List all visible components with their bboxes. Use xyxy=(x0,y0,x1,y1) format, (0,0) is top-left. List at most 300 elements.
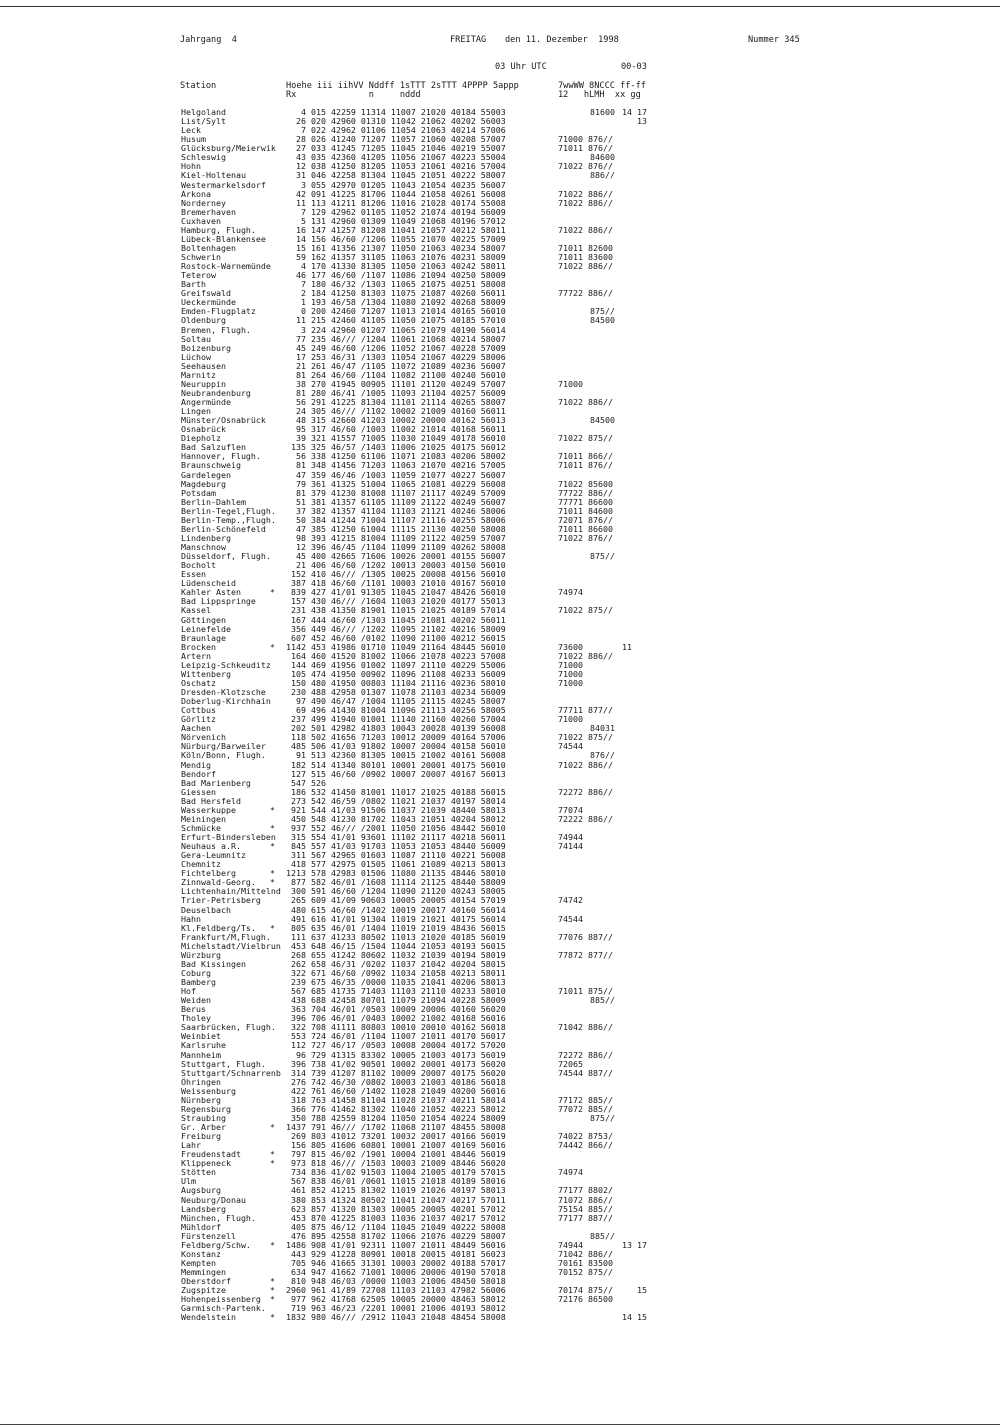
observation-code: 42 091 41225 81706 11044 21058 40261 56008 xyxy=(286,188,506,199)
observation-code: 3 224 42960 01207 11065 21079 40190 56014 xyxy=(286,324,506,335)
station-name: Mühldorf xyxy=(181,1221,221,1232)
station-name: Soltau xyxy=(181,333,211,344)
weather-group: 71022 886// xyxy=(558,224,613,235)
observation-code: 237 499 41940 01001 11140 21160 40260 57004 xyxy=(286,714,506,725)
weather-group: 71022 886// xyxy=(558,650,613,661)
station-name: Lübeck-Blankensee xyxy=(181,233,266,244)
observation-code: 127 515 46/60 /0902 10007 20007 40167 56013 xyxy=(286,768,506,779)
station-name: Augsburg xyxy=(181,1185,221,1196)
station-name: Berlin-Dahlem xyxy=(181,496,246,507)
observation-code: 56 291 41225 81304 11101 21114 40265 58007 xyxy=(286,397,506,407)
observation-code: 623 857 41320 81303 10005 20005 40201 57012 xyxy=(286,1203,506,1214)
weather-group: 74544 887// xyxy=(558,1067,613,1078)
station-name: Mannheim xyxy=(181,1049,221,1060)
weather-group: 71011 84600 xyxy=(558,505,613,516)
observation-code: 231 438 41350 81901 11015 21025 40189 57014 xyxy=(286,605,506,616)
weather-group: 71072 886// xyxy=(558,1194,613,1205)
observation-code: 1832 980 46/// /2912 11043 21048 48454 58008 xyxy=(286,1312,506,1323)
volume-label: Jahrgang 4 xyxy=(180,35,237,45)
observation-code: 0 200 42460 71207 11013 21014 40165 56010 xyxy=(286,306,506,317)
cloud-group: 875// xyxy=(590,306,615,317)
station-name: Westermarkelsdorf xyxy=(181,179,266,190)
mountain-marker: * xyxy=(270,804,275,815)
observation-code: 315 554 41/01 93601 11102 21117 40218 56011 xyxy=(286,832,506,842)
observation-code: 453 648 46/15 /1504 11044 21053 40193 56015 xyxy=(286,940,506,951)
observation-code: 7 022 42962 01106 11054 21063 40214 57006 xyxy=(286,125,506,136)
observation-code: 356 449 46/// /1202 11095 21102 40216 58009 xyxy=(286,623,506,634)
observation-code: 202 501 42982 41803 10043 20028 40139 56008 xyxy=(286,723,506,734)
observation-code: 937 552 46/// /2001 11050 21056 48442 56010 xyxy=(286,822,506,833)
observation-code: 31 046 42258 81304 11045 21051 40222 58007 xyxy=(286,170,506,181)
cloud-group: 84031 xyxy=(590,723,615,734)
weather-group: 71022 886// xyxy=(558,197,613,208)
station-name: Saarbrücken, Flugh. xyxy=(181,1022,276,1033)
observation-code: 2960 961 41/89 72708 11103 21103 47982 56006 xyxy=(286,1285,506,1296)
station-name: Potsdam xyxy=(181,487,216,498)
wind-gust: 14 17 xyxy=(622,107,647,117)
station-name: Wendelstein xyxy=(181,1312,236,1323)
observation-code: 1 193 46/58 /1304 11080 21092 40268 58009 xyxy=(286,297,506,308)
observation-code: 418 577 42975 01505 11061 21089 40213 58013 xyxy=(286,859,506,870)
station-name: Coburg xyxy=(181,967,211,978)
station-name: Doberlug-Kirchhain xyxy=(181,696,271,707)
weather-group: 71022 875// xyxy=(558,732,613,743)
station-name: Rostock-Warnemünde xyxy=(181,261,271,272)
station-name: Berlin-Temp.,Flugh. xyxy=(181,514,276,525)
observation-code: 48 315 42660 41203 10002 20000 40162 56013 xyxy=(286,415,506,426)
observation-code: 17 253 46/31 /1303 11054 21067 40229 58006 xyxy=(286,351,506,362)
station-name: Brocken xyxy=(181,641,216,652)
weather-group: 71022 876// xyxy=(558,532,613,543)
observation-code: 363 704 46/01 /0503 10009 20006 40160 56020 xyxy=(286,1004,506,1015)
weather-group: 71011 876// xyxy=(558,460,613,471)
station-name: Hohenpeissenberg xyxy=(181,1294,261,1305)
station-name: Neubrandenburg xyxy=(181,387,251,398)
weather-group: 72065 xyxy=(558,1058,583,1069)
weather-group: 74974 xyxy=(558,1167,583,1178)
station-name: Marnitz xyxy=(181,369,216,380)
observation-code: 553 724 46/01 /1104 11007 21011 40170 56017 xyxy=(286,1031,506,1042)
observation-code: 450 548 41230 81702 11043 21051 40204 58012 xyxy=(286,813,506,824)
observation-code: 47 385 41250 61004 11115 21130 40250 58008 xyxy=(286,523,506,534)
observation-code: 51 381 41357 61105 11109 21122 40249 56007 xyxy=(286,496,506,507)
observation-code: 157 430 46/// /1604 11003 21020 40177 55013 xyxy=(286,596,506,607)
station-name: Garmisch-Partenk. xyxy=(181,1303,266,1314)
observation-code: 480 615 46/60 /1402 10019 20017 40160 56014 xyxy=(286,904,506,915)
station-name: Schmücke xyxy=(181,822,221,833)
station-name: Bad Hersfeld xyxy=(181,795,241,806)
weather-group: 74544 xyxy=(558,741,583,752)
weather-group: 72272 886// xyxy=(558,786,613,797)
station-name: Stuttgart, Flugh. xyxy=(181,1058,266,1069)
observation-code: 81 264 46/60 /1104 11082 21100 40240 56010 xyxy=(286,369,506,380)
station-name: Leinefelde xyxy=(181,623,231,634)
cloud-group: 81600 xyxy=(590,107,615,117)
weather-group: 71042 886// xyxy=(558,1248,613,1259)
mountain-marker: * xyxy=(270,641,275,652)
weather-group: 71011 83600 xyxy=(558,252,613,262)
station-table xyxy=(0,108,1000,1322)
station-name: Magdeburg xyxy=(181,478,226,489)
cloud-group: 886// xyxy=(590,170,615,181)
station-name: Nörvenich xyxy=(181,732,226,743)
cloud-group: 875// xyxy=(590,551,615,562)
weather-group: 71000 xyxy=(558,378,583,389)
mountain-marker: * xyxy=(270,822,275,833)
observation-code: 105 474 41950 00902 11096 21108 40233 56009 xyxy=(286,668,506,679)
date-label: den 11. Dezember 1998 xyxy=(505,35,619,45)
weather-group: 71022 886// xyxy=(558,261,613,272)
observation-code: 350 788 42559 81204 11050 21054 40224 58009 xyxy=(286,1112,506,1123)
observation-code: 47 359 46/46 /1003 11059 21077 40227 56007 xyxy=(286,469,506,480)
station-name: Bamberg xyxy=(181,977,216,987)
weather-group: 75154 885// xyxy=(558,1203,613,1214)
weather-group: 71000 876// xyxy=(558,134,613,145)
observation-code: 634 947 41662 71001 10006 20006 40190 57018 xyxy=(286,1267,506,1277)
observation-code: 607 452 46/60 /0102 11090 21100 40212 56015 xyxy=(286,632,506,643)
station-name: Bocholt xyxy=(181,560,216,571)
observation-code: 239 675 46/35 /0000 11035 21041 40206 58013 xyxy=(286,977,506,987)
observation-code: 405 875 46/12 /1104 11045 21049 40222 58008 xyxy=(286,1221,506,1232)
observation-code: 1142 453 41986 01710 11049 21164 48445 56010 xyxy=(286,641,506,652)
station-name: Mendig xyxy=(181,759,211,770)
cloud-group: 876// xyxy=(590,750,615,761)
observation-code: 3 055 42970 01205 11043 21054 40235 56007 xyxy=(286,179,506,190)
station-name: Chemnitz xyxy=(181,859,221,870)
observation-code: 11 113 41211 81206 11016 21028 40174 55008 xyxy=(286,197,506,208)
weather-group: 71022 875// xyxy=(558,605,613,616)
station-name: Kl.Feldberg/Ts. xyxy=(181,922,256,933)
weather-group: 77872 877// xyxy=(558,949,613,960)
weather-group: 72071 876// xyxy=(558,514,613,525)
mountain-marker: * xyxy=(270,1294,275,1305)
mountain-marker: * xyxy=(270,1285,275,1296)
weather-group: 72222 886// xyxy=(558,813,613,824)
weather-group: 71011 866// xyxy=(558,451,613,462)
weather-group: 71011 82600 xyxy=(558,242,613,253)
mountain-marker: * xyxy=(270,587,275,598)
observation-code: 95 317 46/60 /1003 11002 21014 40168 56011 xyxy=(286,424,506,435)
observation-code: 50 384 41244 71004 11107 21116 40255 58006 xyxy=(286,514,506,525)
weather-group: 71011 875// xyxy=(558,986,613,997)
station-name: Bad Salzuflen xyxy=(181,442,246,453)
weather-group: 73600 xyxy=(558,641,583,652)
observation-code: 164 460 41520 81002 11066 21078 40223 57008 xyxy=(286,650,506,661)
observation-code: 39 321 41557 71005 11030 21049 40178 56010 xyxy=(286,433,506,444)
observation-code: 734 836 41/02 91503 11004 21005 40179 57015 xyxy=(286,1167,506,1178)
weather-group: 71011 86600 xyxy=(558,523,613,534)
day-label: FREITAG xyxy=(450,35,487,45)
weather-group: 74544 xyxy=(558,913,583,924)
observation-code: 135 325 46/57 /1403 11006 21025 40175 56012 xyxy=(286,442,506,453)
observation-code: 56 338 41250 61106 11071 21083 40206 58002 xyxy=(286,451,506,462)
station-name: Landsberg xyxy=(181,1203,226,1214)
observation-code: 311 567 42965 01603 11087 21110 40221 56008 xyxy=(286,850,506,861)
observation-code: 12 038 41250 81205 11053 21061 40216 57004 xyxy=(286,161,506,172)
station-name: Husum xyxy=(181,134,206,145)
observation-code: 300 591 46/60 /1204 11090 21120 40243 58005 xyxy=(286,886,506,897)
observation-code: 81 348 41456 71203 11063 21070 40216 57005 xyxy=(286,460,506,471)
station-name: Münster/Osnabrück xyxy=(181,415,266,426)
station-name: Aachen xyxy=(181,723,211,734)
code-column-subheader: Rx n nddd xyxy=(286,90,421,100)
station-name: Öhringen xyxy=(181,1076,221,1087)
observation-code: 387 418 46/60 /1101 10003 21010 40167 56010 xyxy=(286,578,506,589)
station-name: Teterow xyxy=(181,270,216,281)
mountain-marker: * xyxy=(270,1122,275,1132)
observation-code: 45 400 42665 71606 10026 20001 40155 56007 xyxy=(286,551,506,562)
observation-code: 805 635 46/01 /1404 11019 21019 48436 56015 xyxy=(286,922,506,933)
observation-code: 318 763 41458 81104 11028 21037 40211 58014 xyxy=(286,1094,506,1105)
observation-code: 476 895 42558 81702 11066 21076 40229 58007 xyxy=(286,1230,506,1241)
observation-code: 422 761 46/60 /1402 11028 21049 40200 56016 xyxy=(286,1085,506,1096)
observation-code: 97 490 46/47 /1004 11105 21115 40245 58007 xyxy=(286,696,506,707)
station-name: Weinbiet xyxy=(181,1031,221,1042)
station-name: Konstanz xyxy=(181,1248,221,1259)
observation-code: 380 853 41324 80502 11041 21047 40217 57011 xyxy=(286,1194,506,1205)
observation-code: 719 963 46/23 /2201 10001 21006 40193 58012 xyxy=(286,1303,506,1314)
observation-code: 485 506 41/03 91802 10007 20004 40158 56010 xyxy=(286,741,506,752)
station-name: Helgoland xyxy=(181,107,226,117)
observation-code: 26 020 42960 01310 11042 21062 40202 56003 xyxy=(286,116,506,127)
wind-gust: 11 xyxy=(622,641,632,652)
station-name: Görlitz xyxy=(181,714,216,725)
observation-code: 276 742 46/30 /0802 10003 21003 40186 56018 xyxy=(286,1076,506,1087)
mountain-marker: * xyxy=(270,1158,275,1169)
station-name: Memmingen xyxy=(181,1267,226,1277)
observation-code: 491 616 41/01 91304 11019 21021 40175 56014 xyxy=(286,913,506,924)
observation-code: 156 805 41606 60801 10001 21007 40169 56016 xyxy=(286,1140,506,1151)
wind-gust: 15 xyxy=(622,1285,647,1296)
cloud-group: 84600 xyxy=(590,152,615,163)
code-column-header: Hoehe iii iihVV Nddff 1sTTT 2sTTT 4PPPP 5appp xyxy=(286,81,519,91)
station-name: Boizenburg xyxy=(181,342,231,353)
mountain-marker: * xyxy=(270,868,275,879)
observation-code: 797 815 46/02 /1901 10004 21001 48446 56019 xyxy=(286,1149,506,1160)
observation-code: 2 184 41250 81303 11075 21087 40260 56011 xyxy=(286,288,506,299)
observation-code: 977 962 41768 62505 10005 20000 48463 58012 xyxy=(286,1294,506,1305)
weather-group: 71022 886// xyxy=(558,759,613,770)
mountain-marker: * xyxy=(270,1239,275,1250)
cloud-group: 84500 xyxy=(590,415,615,426)
observation-code: 366 776 41462 81302 11040 21052 40223 58012 xyxy=(286,1103,506,1114)
observation-code: 112 727 46/17 /0503 10008 20004 40172 57020 xyxy=(286,1040,506,1051)
station-name: Tholey xyxy=(181,1013,211,1024)
observation-code: 45 249 46/60 /1206 11052 21067 40228 57009 xyxy=(286,342,506,353)
weather-group: 77722 886// xyxy=(558,487,613,498)
observation-code: 69 496 41430 81004 11096 21113 40256 58005 xyxy=(286,705,506,716)
station-name: Schleswig xyxy=(181,152,226,163)
station-name: Artern xyxy=(181,650,211,661)
station-name: Zinnwald-Georg. xyxy=(181,877,256,888)
observation-code: 1213 578 42983 01506 11080 21135 48446 58010 xyxy=(286,868,506,879)
cloud-group: 885// xyxy=(590,1230,615,1241)
station-name: Straubing xyxy=(181,1112,226,1123)
station-name: Freiburg xyxy=(181,1131,221,1142)
station-name: Weissenburg xyxy=(181,1085,236,1096)
observation-code: 46 177 46/60 /1107 11086 21094 40250 58009 xyxy=(286,270,506,281)
wind-gust: 14 15 xyxy=(622,1312,647,1323)
station-name: Nürnberg xyxy=(181,1094,221,1105)
weather-group: 72176 86500 xyxy=(558,1294,613,1305)
observation-code: 14 156 46/60 /1206 11055 21070 40225 57009 xyxy=(286,233,506,244)
station-name: Trier-Petrisberg xyxy=(181,895,261,906)
observation-code: 186 532 41450 81001 11017 21025 40188 56015 xyxy=(286,786,506,797)
observation-code: 396 738 41/02 90501 10002 20001 40173 56020 xyxy=(286,1058,506,1069)
observation-code: 16 147 41257 81208 11041 21057 40212 58011 xyxy=(286,224,506,235)
station-name: Oldenburg xyxy=(181,315,226,326)
observation-code: 144 469 41956 01002 11097 21110 40229 55006 xyxy=(286,659,506,670)
observation-code: 567 685 41735 71403 11103 21110 40233 58010 xyxy=(286,986,506,997)
station-name: Bad Lippspringe xyxy=(181,596,256,607)
weather-group: 74144 xyxy=(558,841,583,852)
observation-code: 79 361 41325 51004 11065 21081 40229 56008 xyxy=(286,478,506,489)
station-name: Emden-Flugplatz xyxy=(181,306,256,317)
station-name: Lichtenhain/Mittelnd xyxy=(181,886,281,897)
station-name: Lahr xyxy=(181,1140,201,1151)
mountain-marker: * xyxy=(270,922,275,933)
weather-group: 77172 885// xyxy=(558,1094,613,1105)
observation-code: 28 026 41240 71207 11057 21060 40208 57007 xyxy=(286,134,506,145)
observation-code: 38 270 41945 00905 11101 21120 40249 57007 xyxy=(286,378,506,389)
station-name: Frankfurt/M,Flugh. xyxy=(181,931,271,942)
station-name: Essen xyxy=(181,569,206,580)
weather-group: 74944 xyxy=(558,1239,583,1250)
station-name: Ueckermünde xyxy=(181,297,236,308)
observation-code: 150 480 41950 00803 11104 21116 40236 58010 xyxy=(286,677,506,688)
observation-code: 443 929 41228 80901 10018 20015 40181 56023 xyxy=(286,1248,506,1259)
station-name: Berus xyxy=(181,1004,206,1015)
station-name: Erfurt-Bindersleben xyxy=(181,832,276,842)
station-name: Oschatz xyxy=(181,677,216,688)
weather-group: 72272 886// xyxy=(558,1049,613,1060)
observation-code: 269 803 41012 73201 10032 20017 40166 56019 xyxy=(286,1131,506,1142)
station-name: Karlsruhe xyxy=(181,1040,226,1051)
observation-code: 438 688 42458 80701 11079 21094 40228 58009 xyxy=(286,995,506,1006)
station-name: Düsseldorf, Flugh. xyxy=(181,551,271,562)
station-name: Hohn xyxy=(181,161,201,172)
station-name: Hof xyxy=(181,986,196,997)
station-name: Hahn xyxy=(181,913,201,924)
station-name: Klippeneck xyxy=(181,1158,231,1169)
observation-code: 705 946 41665 31301 10003 20002 40188 57017 xyxy=(286,1257,506,1268)
station-name: Leipzig-Schkeuditz xyxy=(181,659,271,670)
station-name: Feldberg/Schw. xyxy=(181,1239,251,1250)
station-name: Manschnow xyxy=(181,542,226,552)
weather-group: 77076 887// xyxy=(558,931,613,942)
observation-code: 322 708 41111 80803 10010 20010 40162 56018 xyxy=(286,1022,506,1033)
station-name: Lindenberg xyxy=(181,532,231,543)
observation-code: 37 382 41357 41104 11103 21121 40246 58006 xyxy=(286,505,506,516)
station-name: Leck xyxy=(181,125,201,136)
weather-group: 77072 885// xyxy=(558,1103,613,1114)
station-name: Osnabrück xyxy=(181,424,226,435)
observation-code: 15 161 41356 21307 11050 21063 40234 58007 xyxy=(286,242,506,253)
observation-code: 273 542 46/59 /0802 11021 21037 40197 58014 xyxy=(286,795,506,806)
station-name: Braunschweig xyxy=(181,460,241,471)
station-name: Fürstenzell xyxy=(181,1230,236,1241)
weather-group: 70174 875// xyxy=(558,1285,613,1296)
station-name: Berlin-Tegel,Flugh. xyxy=(181,505,276,516)
wind-gust: 13 xyxy=(622,116,647,127)
observation-code: 21 261 46/47 /1105 11072 21089 40236 56007 xyxy=(286,360,506,371)
observation-code: 43 035 42360 41205 11056 21067 40223 55004 xyxy=(286,152,506,163)
observation-code: 396 706 46/01 /0403 10002 21002 40168 56016 xyxy=(286,1013,506,1024)
weather-group: 71022 85600 xyxy=(558,478,613,489)
station-name: Neuhaus a.R. xyxy=(181,841,241,852)
station-name: Lingen xyxy=(181,406,211,417)
weather-group: 77177 887// xyxy=(558,1212,613,1223)
station-name: Kempten xyxy=(181,1257,216,1268)
observation-code: 547 526 xyxy=(286,777,326,788)
station-name: Lüdenscheid xyxy=(181,578,236,589)
observation-code: 111 637 41233 80502 11013 21020 40185 56019 xyxy=(286,931,506,942)
station-name: Freudenstadt xyxy=(181,1149,241,1160)
weather-group: 74742 xyxy=(558,895,583,906)
observation-code: 877 582 46/01 /1608 11114 21125 48440 58009 xyxy=(286,877,506,888)
station-name: Neuburg/Donau xyxy=(181,1194,246,1205)
observation-code: 268 655 41242 80602 11032 21039 40194 58019 xyxy=(286,949,506,960)
station-name: Bremerhaven xyxy=(181,206,236,217)
station-name: Gera-Leumnitz xyxy=(181,850,246,861)
observation-code: 118 502 41656 71203 10012 20009 40164 57006 xyxy=(286,732,506,743)
station-name: List/Sylt xyxy=(181,116,226,127)
observation-code: 59 162 41357 31105 11063 21076 40231 58009 xyxy=(286,252,506,262)
weather-group: 74974 xyxy=(558,587,583,598)
cloud-group: 84500 xyxy=(590,315,615,326)
top-rule xyxy=(0,6,1000,7)
weather-group: 74022 8753/ xyxy=(558,1131,613,1142)
station-name: Köln/Bonn, Flugh. xyxy=(181,750,266,761)
cloud-group: 875// xyxy=(590,1112,615,1123)
station-name: Hannover, Flugh. xyxy=(181,451,261,462)
station-name: Boltenhagen xyxy=(181,242,236,253)
station-name: Dresden-Klotzsche xyxy=(181,687,266,697)
observation-code: 27 033 41245 71205 11045 21046 40219 55007 xyxy=(286,143,506,154)
station-name: Stuttgart/Schnarrenb xyxy=(181,1067,281,1078)
observation-code: 21 406 46/60 /1202 10013 20003 40150 56010 xyxy=(286,560,506,571)
weather-group: 77771 86600 xyxy=(558,496,613,507)
station-name: Regensburg xyxy=(181,1103,231,1114)
station-name: Stötten xyxy=(181,1167,216,1178)
weather-group: 71022 886// xyxy=(558,397,613,407)
station-name: Hamburg, Flugh. xyxy=(181,224,256,235)
utc-time: 03 Uhr UTC xyxy=(495,62,547,72)
station-name: Bendorf xyxy=(181,768,216,779)
station-name: Wasserkuppe xyxy=(181,804,236,815)
observation-code: 11 215 42460 41105 11050 21075 40185 57010 xyxy=(286,315,506,326)
weather-group: 77177 8802/ xyxy=(558,1185,613,1196)
station-name: Braunlage xyxy=(181,632,226,643)
weather-group: 71022 886// xyxy=(558,188,613,199)
observation-code: 314 739 41207 81102 10009 20007 40175 56020 xyxy=(286,1067,506,1078)
weather-group: 71042 886// xyxy=(558,1022,613,1033)
station-name: Angermünde xyxy=(181,397,231,407)
wind-gust: 13 17 xyxy=(622,1239,647,1250)
station-column-header: Station xyxy=(180,81,217,91)
station-name: Cuxhaven xyxy=(181,215,221,226)
station-name: Gardelegen xyxy=(181,469,231,480)
observation-code: 7 129 42962 01105 11052 21074 40194 56009 xyxy=(286,206,506,217)
station-name: Nürburg/Barweiler xyxy=(181,741,266,752)
station-name: Norderney xyxy=(181,197,226,208)
weather-group: 77722 886// xyxy=(558,288,613,299)
bottom-rule xyxy=(0,1424,1000,1425)
observation-code: 4 015 42259 11314 11007 21020 40184 55003 xyxy=(286,107,506,117)
station-name: Greifswald xyxy=(181,288,231,299)
station-name: Glücksburg/Meierwik xyxy=(181,143,276,154)
station-name: München, Flugh. xyxy=(181,1212,256,1223)
